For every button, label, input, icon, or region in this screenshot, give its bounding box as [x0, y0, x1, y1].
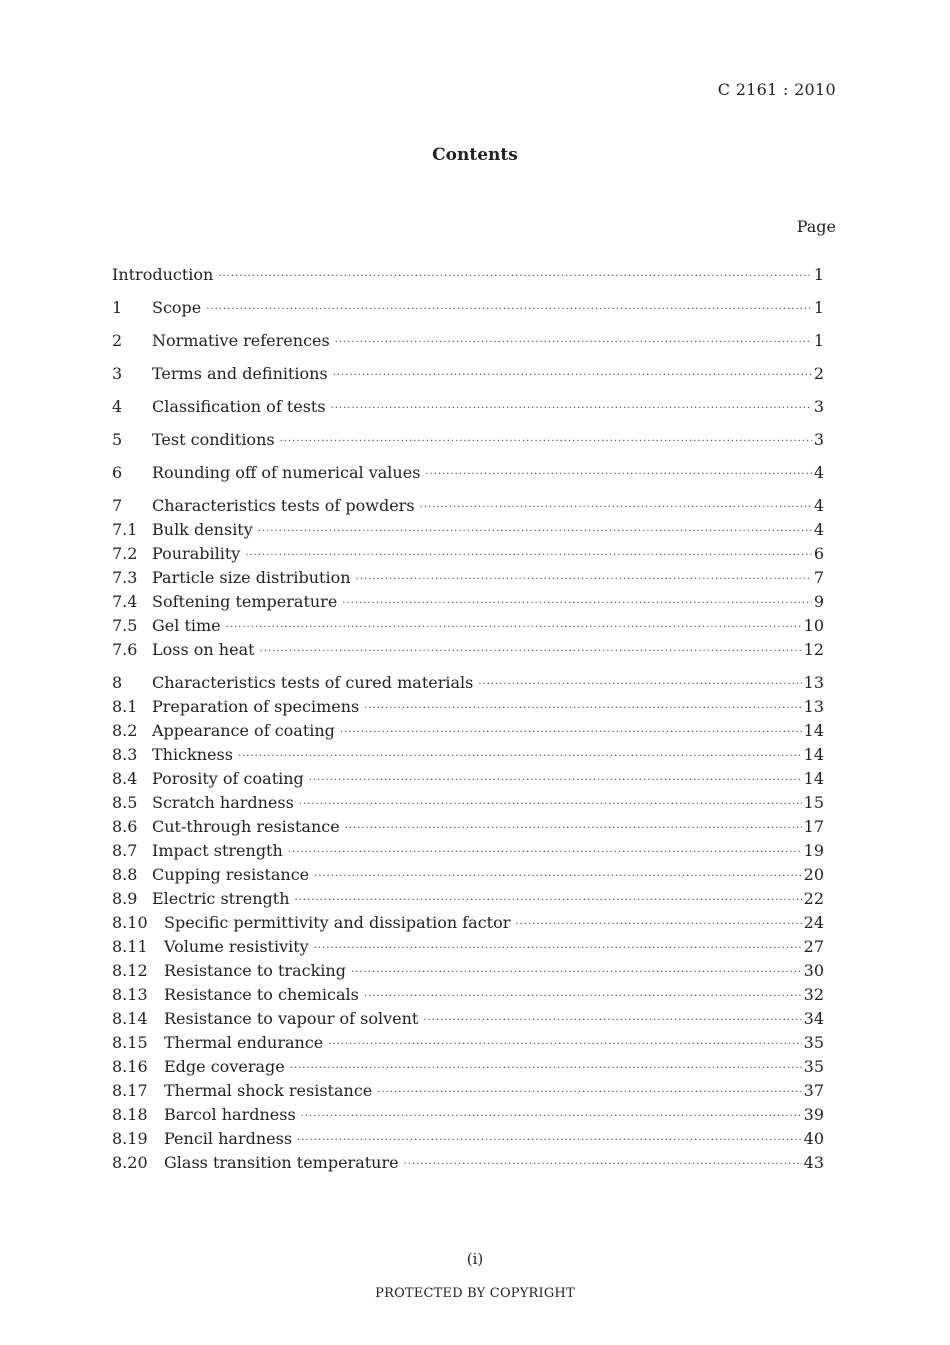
toc-entry-page: 27 — [803, 937, 824, 956]
toc-entry — [112, 1105, 824, 1129]
toc-entry-title: Softening temperature — [152, 592, 338, 611]
toc-entry-page: 39 — [803, 1105, 824, 1124]
contents-title: Contents — [432, 145, 518, 165]
toc-entry-title: Characteristics tests of powders — [152, 496, 415, 515]
toc-dot-leader — [226, 622, 802, 633]
toc-entry-number: 2 — [112, 331, 123, 350]
toc-dot-leader — [425, 469, 811, 480]
toc-entry-page: 14 — [803, 721, 824, 740]
toc-entry-number: 8.4 — [112, 769, 138, 788]
toc-dot-leader — [328, 1039, 801, 1050]
toc-entry-title: Preparation of specimens — [152, 697, 360, 716]
toc-entry-title: Edge coverage — [164, 1057, 285, 1076]
toc-entry-title: Specific permittivity and dissipation factor — [164, 913, 511, 932]
toc-entry-title: Thickness — [152, 745, 233, 764]
toc-entry-title: Electric strength — [152, 889, 290, 908]
toc-entry — [112, 721, 824, 745]
toc-dot-leader — [314, 943, 802, 954]
toc-entry — [112, 697, 824, 721]
toc-dot-leader — [290, 1063, 802, 1074]
toc-entry — [112, 1057, 824, 1081]
toc-entry-title: Resistance to vapour of solvent — [164, 1009, 419, 1028]
toc-entry-page: 13 — [803, 697, 824, 716]
toc-entry-page: 1 — [813, 298, 824, 317]
toc-entry-title: Cupping resistance — [152, 865, 310, 884]
toc-entry-number: 8.12 — [112, 961, 148, 980]
toc-entry-number: 8.20 — [112, 1153, 148, 1172]
toc-entry — [112, 640, 824, 664]
toc-entry — [112, 520, 824, 544]
toc-entry — [112, 568, 824, 592]
toc-dot-leader — [377, 1087, 801, 1098]
toc-dot-leader — [342, 598, 812, 609]
toc-dot-leader — [515, 919, 801, 930]
toc-dot-leader — [420, 502, 812, 513]
toc-dot-leader — [295, 895, 802, 906]
toc-entry-page: 3 — [813, 397, 824, 416]
toc-entry-title: Normative references — [152, 331, 330, 350]
page-column-label: Page — [796, 217, 836, 236]
toc-entry — [112, 985, 824, 1009]
toc-entry — [112, 364, 824, 388]
toc-entry-page: 9 — [813, 592, 824, 611]
toc-entry-number: 8.3 — [112, 745, 138, 764]
toc-entry — [112, 463, 824, 487]
toc-dot-leader — [299, 799, 802, 810]
toc-dot-leader — [340, 727, 802, 738]
toc-entry-page: 34 — [803, 1009, 824, 1028]
toc-entry-page: 15 — [803, 793, 824, 812]
toc-entry-page: 17 — [803, 817, 824, 836]
toc-entry-title: Introduction — [112, 265, 214, 284]
toc-dot-leader — [309, 775, 802, 786]
toc-dot-leader — [356, 574, 812, 585]
toc-dot-leader — [238, 751, 802, 762]
toc-dot-leader — [245, 550, 812, 561]
toc-dot-leader — [351, 967, 802, 978]
toc-entry-page: 20 — [803, 865, 824, 884]
toc-entry — [112, 331, 824, 355]
toc-entry-number: 7.1 — [112, 520, 138, 539]
toc-entry-page: 35 — [803, 1033, 824, 1052]
toc-entry — [112, 496, 824, 520]
toc-entry-number: 7.3 — [112, 568, 138, 587]
toc-entry-title: Pencil hardness — [164, 1129, 293, 1148]
toc-entry — [112, 265, 824, 289]
toc-entry-number: 1 — [112, 298, 123, 317]
toc-entry-page: 1 — [813, 331, 824, 350]
toc-entry-title: Particle size distribution — [152, 568, 351, 587]
toc-dot-leader — [314, 871, 802, 882]
toc-entry-title: Scope — [152, 298, 202, 317]
toc-entry-number: 8.1 — [112, 697, 138, 716]
toc-entry — [112, 913, 824, 937]
toc-entry — [112, 937, 824, 961]
toc-entry-number: 8.7 — [112, 841, 138, 860]
toc-dot-leader — [288, 847, 802, 858]
toc-dot-leader — [258, 526, 812, 537]
toc-entry-number: 5 — [112, 430, 123, 449]
toc-entry-number: 8.8 — [112, 865, 138, 884]
toc-entry-page: 6 — [813, 544, 824, 563]
toc-entry-title: Thermal shock resistance — [164, 1081, 373, 1100]
toc-entry — [112, 298, 824, 322]
toc-entry-number: 8.9 — [112, 889, 138, 908]
toc-dot-leader — [297, 1135, 802, 1146]
toc-entry-title: Impact strength — [152, 841, 283, 860]
toc-entry-title: Rounding off of numerical values — [152, 463, 421, 482]
toc-dot-leader — [218, 271, 811, 282]
toc-entry-title: Classification of tests — [152, 397, 326, 416]
toc-entry-number: 8.18 — [112, 1105, 148, 1124]
toc-entry-number: 7 — [112, 496, 123, 515]
toc-entry-page: 35 — [803, 1057, 824, 1076]
toc-entry-number: 7.2 — [112, 544, 138, 563]
toc-entry-page: 37 — [803, 1081, 824, 1100]
toc-entry — [112, 889, 824, 913]
footer-page-number: (i) — [466, 1250, 484, 1268]
toc-entry-number: 8.11 — [112, 937, 148, 956]
toc-entry-number: 8.15 — [112, 1033, 148, 1052]
toc-dot-leader — [301, 1111, 802, 1122]
toc-entry — [112, 616, 824, 640]
toc-entry — [112, 865, 824, 889]
toc-entry — [112, 745, 824, 769]
toc-dot-leader — [345, 823, 802, 834]
toc-entry-number: 7.6 — [112, 640, 138, 659]
toc-entry-number: 3 — [112, 364, 123, 383]
toc-entry-page: 12 — [803, 640, 824, 659]
toc-entry-title: Thermal endurance — [164, 1033, 324, 1052]
toc-entry-number: 8.16 — [112, 1057, 148, 1076]
toc-entry-page: 14 — [803, 769, 824, 788]
toc-entry-page: 4 — [813, 463, 824, 482]
toc-entry — [112, 817, 824, 841]
toc-entry — [112, 544, 824, 568]
copyright-notice: PROTECTED BY COPYRIGHT — [375, 1286, 575, 1301]
toc-entry-page: 4 — [813, 496, 824, 515]
toc-entry-number: 8.13 — [112, 985, 148, 1004]
toc-entry — [112, 961, 824, 985]
toc-entry-title: Terms and definitions — [152, 364, 328, 383]
toc-entry — [112, 1033, 824, 1057]
toc-entry — [112, 1009, 824, 1033]
toc-dot-leader — [404, 1159, 802, 1170]
toc-entry — [112, 397, 824, 421]
toc-entry-number: 8.6 — [112, 817, 138, 836]
toc-entry-title: Scratch hardness — [152, 793, 294, 812]
toc-entry-number: 8.5 — [112, 793, 138, 812]
toc-entry-title: Pourability — [152, 544, 241, 563]
table-of-contents — [112, 265, 824, 1177]
toc-dot-leader — [280, 436, 812, 447]
toc-entry-page: 43 — [803, 1153, 824, 1172]
toc-entry-page: 32 — [803, 985, 824, 1004]
toc-entry-title: Gel time — [152, 616, 221, 635]
toc-entry-page: 4 — [813, 520, 824, 539]
toc-dot-leader — [364, 703, 801, 714]
toc-entry — [112, 592, 824, 616]
toc-entry-page: 1 — [813, 265, 824, 284]
toc-entry-number: 4 — [112, 397, 123, 416]
toc-dot-leader — [331, 403, 812, 414]
toc-entry-title: Test conditions — [152, 430, 275, 449]
toc-entry — [112, 793, 824, 817]
toc-entry-title: Porosity of coating — [152, 769, 304, 788]
toc-entry — [112, 841, 824, 865]
toc-entry-page: 24 — [803, 913, 824, 932]
toc-entry-page: 22 — [803, 889, 824, 908]
toc-entry-number: 6 — [112, 463, 123, 482]
toc-entry-number: 8 — [112, 673, 123, 692]
toc-entry-page: 7 — [813, 568, 824, 587]
toc-entry-page: 13 — [803, 673, 824, 692]
toc-entry-page: 19 — [803, 841, 824, 860]
toc-entry-title: Volume resistivity — [164, 937, 309, 956]
toc-entry — [112, 673, 824, 697]
toc-entry-number: 8.17 — [112, 1081, 148, 1100]
toc-entry-page: 10 — [803, 616, 824, 635]
toc-dot-leader — [335, 337, 812, 348]
toc-entry-title: Resistance to chemicals — [164, 985, 359, 1004]
toc-entry-page: 2 — [813, 364, 824, 383]
toc-entry-title: Resistance to tracking — [164, 961, 346, 980]
toc-entry — [112, 430, 824, 454]
toc-dot-leader — [333, 370, 812, 381]
toc-entry-page: 14 — [803, 745, 824, 764]
toc-entry-title: Barcol hardness — [164, 1105, 296, 1124]
toc-dot-leader — [260, 646, 802, 657]
toc-entry-number: 7.4 — [112, 592, 138, 611]
toc-entry-number: 8.19 — [112, 1129, 148, 1148]
toc-entry-number: 8.2 — [112, 721, 138, 740]
toc-entry — [112, 1081, 824, 1105]
toc-entry — [112, 769, 824, 793]
toc-dot-leader — [478, 679, 801, 690]
toc-entry-page: 30 — [803, 961, 824, 980]
toc-entry-page: 3 — [813, 430, 824, 449]
toc-dot-leader — [206, 304, 812, 315]
toc-entry-title: Characteristics tests of cured materials — [152, 673, 474, 692]
toc-entry — [112, 1153, 824, 1177]
toc-entry-title: Cut-through resistance — [152, 817, 340, 836]
toc-entry-number: 7.5 — [112, 616, 138, 635]
document-code: C 2161 : 2010 — [717, 80, 836, 99]
toc-dot-leader — [364, 991, 802, 1002]
toc-entry-title: Bulk density — [152, 520, 253, 539]
toc-entry — [112, 1129, 824, 1153]
toc-entry-title: Loss on heat — [152, 640, 255, 659]
toc-entry-number: 8.10 — [112, 913, 148, 932]
toc-entry-page: 40 — [803, 1129, 824, 1148]
toc-entry-title: Glass transition temperature — [164, 1153, 399, 1172]
toc-dot-leader — [423, 1015, 801, 1026]
toc-entry-title: Appearance of coating — [152, 721, 335, 740]
toc-entry-number: 8.14 — [112, 1009, 148, 1028]
